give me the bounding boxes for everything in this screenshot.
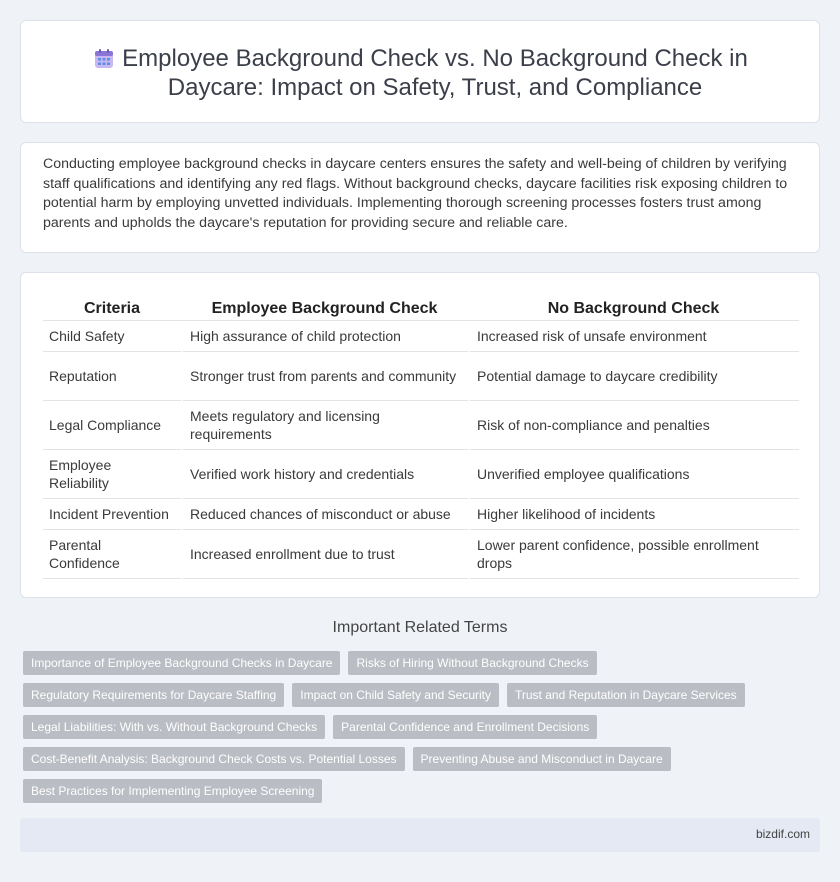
- related-terms-list: [23, 651, 823, 803]
- table-row: [43, 352, 799, 401]
- footer: [20, 818, 820, 852]
- table-cell: Lower parent confidence, possible enrollment drops: [468, 530, 799, 579]
- table-cell: Stronger trust from parents and community: [181, 352, 468, 401]
- related-term-tag[interactable]: Impact on Child Safety and Security: [292, 683, 499, 707]
- table-cell: Legal Compliance: [43, 401, 181, 450]
- column-header-no-background-check: No Background Check: [468, 295, 799, 321]
- related-terms-heading: Important Related Terms: [332, 619, 508, 636]
- related-term-tag[interactable]: Cost-Benefit Analysis: Background Check Costs vs. Potential Losses: [23, 747, 405, 771]
- table-row: [43, 530, 799, 579]
- related-term-tag[interactable]: Parental Confidence and Enrollment Decisions: [333, 715, 597, 739]
- table-cell: Unverified employee qualifications: [468, 450, 799, 499]
- table-row: [43, 450, 799, 499]
- intro-card: [20, 142, 820, 253]
- table-cell: Employee Reliability: [43, 450, 181, 499]
- related-term-tag[interactable]: Best Practices for Implementing Employee Screening: [23, 779, 322, 803]
- column-header-background-check: Employee Background Check: [181, 295, 468, 321]
- related-term-tag[interactable]: Risks of Hiring Without Background Checks: [348, 651, 596, 675]
- title-card: [20, 20, 820, 123]
- comparison-table: [43, 295, 799, 579]
- table-cell: Meets regulatory and licensing requirements: [181, 401, 468, 450]
- intro-paragraph: Conducting employee background checks in daycare centers ensures the safety and well-being of children by verifying staff qualifications and identifying any red flags. Without background checks, daycare facilities risk exposing children to potential harm by employing unvetted individuals. Implementing thorough screening processes fosters trust among parents and upholds the daycare's reputation for providing secure and reliable care.: [43, 156, 788, 231]
- table-cell: Incident Prevention: [43, 499, 181, 530]
- related-term-tag[interactable]: Preventing Abuse and Misconduct in Daycare: [413, 747, 671, 771]
- table-cell: Higher likelihood of incidents: [468, 499, 799, 530]
- table-cell: Risk of non-compliance and penalties: [468, 401, 799, 450]
- table-cell: Child Safety: [43, 321, 181, 352]
- page-title: Employee Background Check vs. No Background Check in Daycare: Impact on Safety, Trust, and Compliance: [122, 45, 748, 101]
- table-cell: Reputation: [43, 352, 181, 401]
- footer-site-link[interactable]: bizdif.com: [755, 827, 810, 841]
- table-header-row: [43, 295, 799, 321]
- table-cell: Increased enrollment due to trust: [181, 530, 468, 579]
- related-term-tag[interactable]: Importance of Employee Background Checks in Daycare: [23, 651, 340, 675]
- comparison-table-card: [20, 272, 820, 598]
- table-row: [43, 321, 799, 352]
- column-header-criteria: Criteria: [43, 295, 181, 321]
- related-term-tag[interactable]: Legal Liabilities: With vs. Without Background Checks: [23, 715, 325, 739]
- table-cell: Reduced chances of misconduct or abuse: [181, 499, 468, 530]
- table-cell: Potential damage to daycare credibility: [468, 352, 799, 401]
- table-cell: High assurance of child protection: [181, 321, 468, 352]
- table-cell: Verified work history and credentials: [181, 450, 468, 499]
- table-row: [43, 499, 799, 530]
- table-cell: Increased risk of unsafe environment: [468, 321, 799, 352]
- related-term-tag[interactable]: Regulatory Requirements for Daycare Staffing: [23, 683, 284, 707]
- table-cell: Parental Confidence: [43, 530, 181, 579]
- related-term-tag[interactable]: Trust and Reputation in Daycare Services: [507, 683, 745, 707]
- table-row: [43, 401, 799, 450]
